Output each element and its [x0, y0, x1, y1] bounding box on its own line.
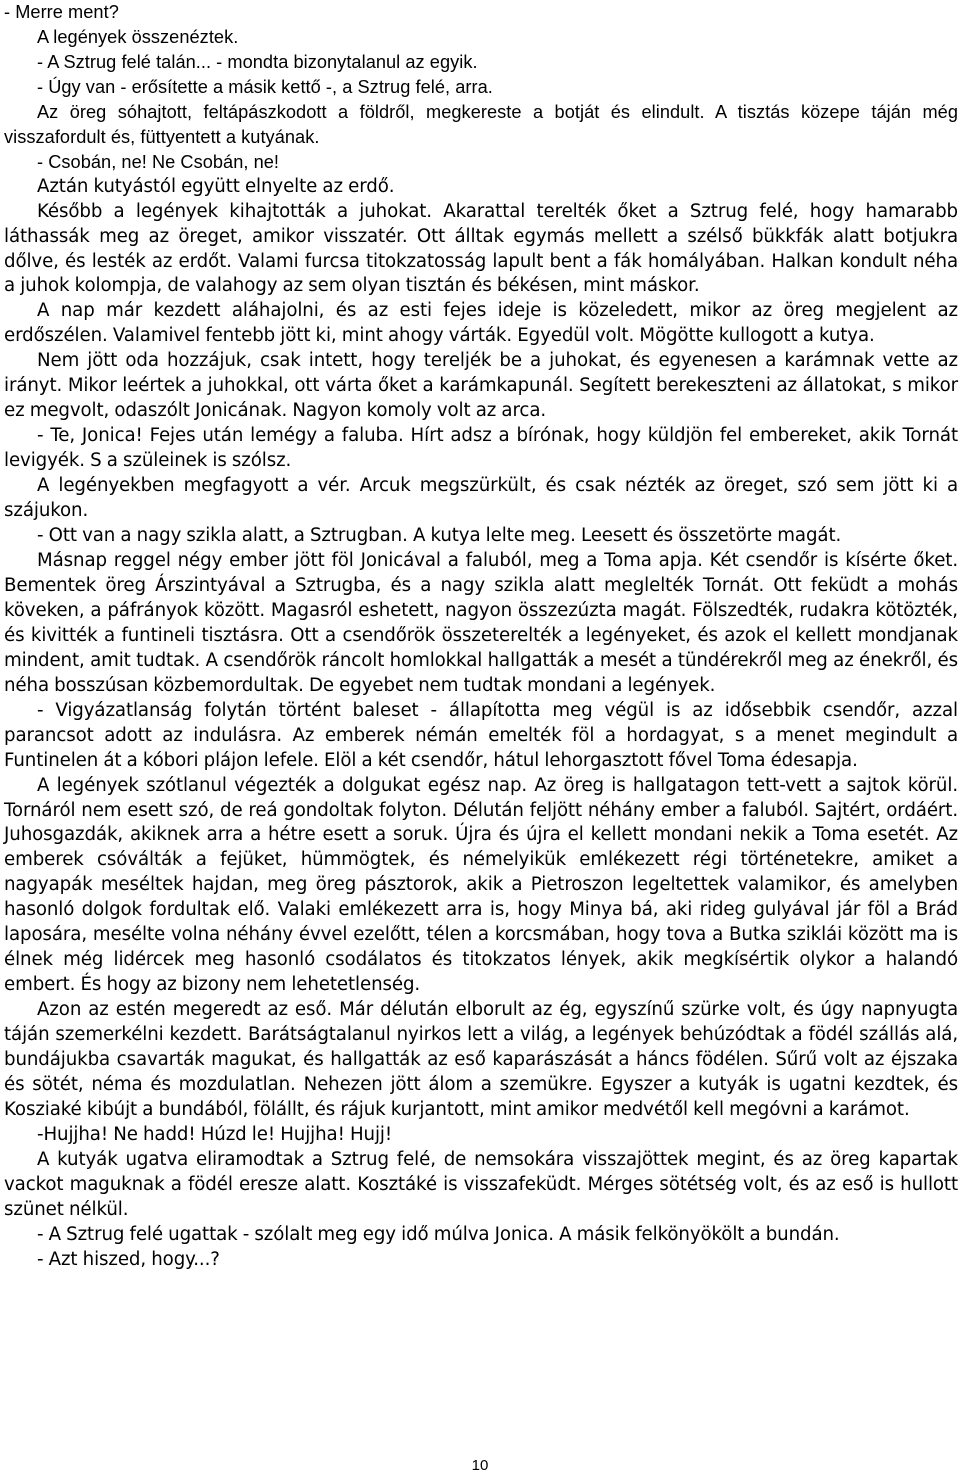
paragraph: - Te, Jonica! Fejes után lemégy a faluba. Hírt adsz a bírónak, hogy küldjön fel embereket, akik Tornát levigyék. S a szüleinek is szólsz. — [4, 425, 958, 472]
paragraph: A legények összenéztek. — [37, 26, 239, 47]
page-number: 10 — [471, 1457, 489, 1474]
paragraph: A kutyák ugatva eliramodtak a Sztrug felé, de nemsokára visszajöttek megint, és az öreg kapartak vackot maguknak a födél eresze alatt. Kosztáké is visszafeküdt. Mérges sötétség volt, és az eső is hullott szünet nélkül. — [4, 1148, 958, 1220]
paragraph: - Vigyázatlanság folytán történt baleset - állapította meg végül is az idősebbik csendőr, azzal parancsot adott az indulásra. Az emberek némán emelték föl a hordagyat, s a menet megindult a Funtinelen át a kóbori plájon lefele. Elöl a két csendőr, hátul lehorgasztott fővel Toma édesapja. — [4, 699, 958, 771]
body-text — [4, 0, 958, 1273]
paragraph: A legényekben megfagyott a vér. Arcuk megszürkült, és csak nézték az öreget, szó sem jött ki a szájukon. — [4, 475, 958, 522]
paragraph: - A Sztrug felé ugattak - szólalt meg egy idő múlva Jonica. A másik felkönyökölt a bundán. — [37, 1223, 840, 1245]
paragraph: Azon az estén megeredt az eső. Már délután elborult az ég, egyszínű szürke volt, és úgy napnyugta táján szemerkélni kezdett. Barátságtalanul nyirkos lett a világ, a legények behúzódtak a födél szállás alá, bundájukba csavarták magukat, és hallgatták az eső kaparászását a háncs födélen. Sűrű volt az éjszaka és sötét, néma és mozdulatlan. Nehezen jött álom a szemükre. Egyszer a kutyák is ugatni kezdtek, és Kosziaké kibújt a bundából, fölállt, és rájuk kurjantott, mint amikor medvétől kell megóvni a karámot. — [4, 999, 958, 1120]
paragraph: Később a legények kihajtották a juhokat. Akarattal terelték őket a Sztrug felé, hogy hamarabb láthassák meg az öreget, amikor visszatér. Ott álltak egymás mellett a szélső bükkfák alatt botjukra dőlve, és lesték az erdőt. Valami furcsa titokzatosság lapult bent a fák homályában. Halkan kondult néha a juhok kolompja, de valahogy az sem olyan tisztán és békésen, mint máskor. — [4, 200, 958, 297]
paragraph: - A Sztrug felé talán... - mondta bizonytalanul az egyik. — [37, 51, 478, 72]
paragraph: Másnap reggel négy ember jött föl Jonicával a faluból, meg a Toma apja. Két csendőr is kísérte őket. Bementek öreg Árszintyával a Sztrugba, és a nagy szikla alatt meglelték Tornát. Ott feküdt a mohás köveken, a páfrányok között. Magasról eshetett, nagyon összezúzta magát. Fölszedték, rudakra kötözték, és kivitték a funtineli tisztásra. Ott a csendőrök összeterelték a legényeket, és azok el kellett mondjanak mindent, amit tudtak. A csendőrök ráncolt homlokkal hallgatták a mesét a tündérekről meg az énekről, és néha bosszúsan közbemordultak. De egyebet nem tudtak mondani a legények. — [4, 549, 958, 696]
paragraph: Aztán kutyástól együtt elnyelte az erdő. — [37, 175, 395, 197]
paragraph: - Úgy van - erősítette a másik kettő -, a Sztrug felé, arra. — [37, 76, 493, 97]
paragraph: - Csobán, ne! Ne Csobán, ne! — [37, 151, 280, 172]
paragraph: A nap már kezdett aláhajolni, és az esti fejes ideje is közeledett, mikor az öreg megjelent az erdőszélen. Valamivel fentebb jött ki, mint ahogy várták. Egyedül volt. Mögötte kullogott a kutya. — [4, 300, 958, 347]
paragraph: A legények szótlanul végezték a dolgukat egész nap. Az öreg is hallgatagon tett-vett a sajtok körül. Tornáról nem esett szó, de reá gondoltak folyton. Délután feljött néhány ember a faluból. Sajtért, ordáért. Juhosgazdák, akiknek arra a hétre esett a soruk. Újra és újra el kellett mondani nekik a Toma esetét. Az emberek csóválták a fejüket, hümmögtek, és némelyikük emlékezett régi történetekre, amiket a nagyapák meséltek hajdan, meg öreg pásztorok, akik a Pietroszon legeltettek valamikor, és amelyben hasonló dolgok fordultak elő. Valaki emlékezett arra is, hogy Minya bá, aki rideg gulyával jár föl a Brád laposára, mesélte volna néhány évvel ezelőtt, télen a korcsmában, hogy tova a Butka szikláі között ma is élnek még lidércek meg hasonló csodálatos és titokzatos lények, akik megkísértik olykor a halandó embert. És hogy az bizony nem lehetetlenség. — [4, 774, 958, 996]
paragraph: - Ott van a nagy szikla alatt, a Sztrugban. A kutya lelte meg. Leesett és összetörte magát. — [37, 525, 842, 547]
paragraph: - Merre ment? — [4, 2, 119, 22]
paragraph: -Hujjha! Ne hadd! Húzd le! Hujjha! Hujj! — [37, 1123, 393, 1145]
paragraph: Az öreg sóhajtott, feltápászkodott a földről, megkereste a botját és elindult. A tisztás közepe táján még visszafordult és, füttyentett a kutyának. — [4, 101, 958, 147]
paragraph: - Azt hiszed, hogy...? — [37, 1248, 220, 1270]
paragraph: Nem jött oda hozzájuk, csak intett, hogy tereljék be a juhokat, és egyenesen a karámnak vette az irányt. Mikor leértek a juhokkal, ott várta őket a karámkapunál. Segített berekeszteni az állatokat, s mikor ez megvolt, odaszólt Jonicának. Nagyon komoly volt az arca. — [4, 350, 958, 422]
